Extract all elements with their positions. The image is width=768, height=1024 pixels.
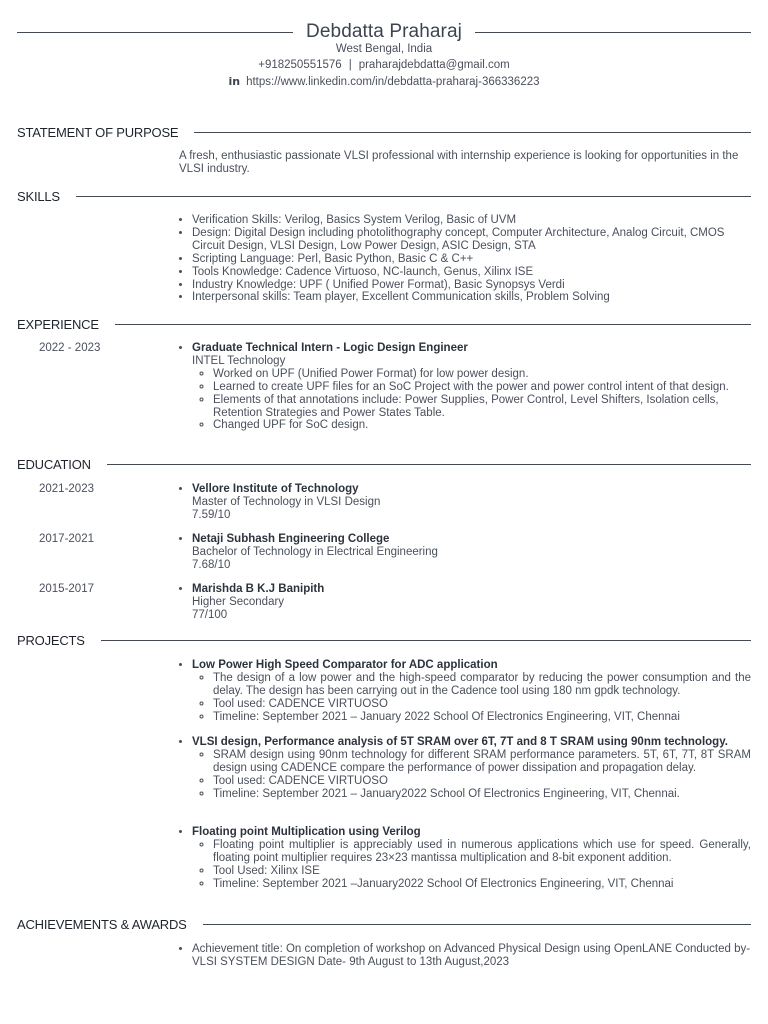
section-title: STATEMENT OF PURPOSE <box>17 124 179 140</box>
section-rule <box>203 924 751 925</box>
project-list <box>179 659 751 724</box>
education-score: 77/100 <box>192 608 228 621</box>
project-list <box>179 736 751 801</box>
education-item <box>192 483 751 522</box>
experience-company: INTEL Technology <box>192 354 286 367</box>
project-details <box>192 672 751 724</box>
project-item <box>192 659 751 724</box>
project-item <box>192 826 751 891</box>
education-degree: Master of Technology in VLSI Design <box>192 495 381 508</box>
candidate-name: Debdatta Praharaj <box>306 21 462 42</box>
section-title: EXPERIENCE <box>17 316 99 332</box>
linkedin-link[interactable]: https://www.linkedin.com/in/debdatta-praharaj-366336223 <box>246 76 540 88</box>
section-rule <box>107 464 751 465</box>
project-timeline: ◦ Timeline: September 2021 – January 2022 School Of Electronics Engineering, VIT, Chennai <box>213 711 751 724</box>
skill-item: • Interpersonal skills: Team player, Excellent Communication skills, Problem Solving <box>192 291 751 304</box>
header-rule-left <box>17 32 293 33</box>
education-entry <box>179 533 751 572</box>
project-title: • VLSI design, Performance analysis of 5T SRAM over 6T, 7T and 8 T SRAM using 90nm technology. <box>192 736 728 748</box>
education-list <box>179 583 751 622</box>
project-tool: ◦ Tool used: CADENCE VIRTUOSO <box>213 775 751 788</box>
project-entry <box>179 659 751 724</box>
education-entry <box>179 583 751 622</box>
experience-list <box>179 342 751 432</box>
skill-item: • Scripting Language: Perl, Basic Python, Basic C & C++ <box>192 253 751 266</box>
contact-separator: | <box>348 59 352 71</box>
section-statement-of-purpose <box>17 124 751 140</box>
section-projects <box>17 632 751 648</box>
education-score: 7.59/10 <box>192 508 231 521</box>
achievement-item: • Achievement title: On completion of workshop on Advanced Physical Design using OpenLANE Conducted by- VLSI SYSTEM DESIGN Date- 9th August to 13th August,2023 <box>192 943 751 969</box>
email-link[interactable]: praharajdebdatta@gmail.com <box>358 59 510 71</box>
project-entry <box>179 826 751 891</box>
project-title: • Low Power High Speed Comparator for ADC application <box>192 659 498 671</box>
section-title: PROJECTS <box>17 632 85 648</box>
experience-date: 2022 - 2023 <box>39 342 101 354</box>
skills-list <box>179 214 751 304</box>
section-achievements <box>17 916 751 932</box>
education-degree: Higher Secondary <box>192 595 285 608</box>
education-item <box>192 533 751 572</box>
project-timeline: ◦ Timeline: September 2021 –January2022 School Of Electronics Engineering, VIT, Chennai <box>213 878 751 891</box>
project-list <box>179 826 751 891</box>
location: West Bengal, India <box>335 43 433 55</box>
section-education <box>17 456 751 472</box>
section-experience <box>17 316 751 332</box>
skill-item: • Tools Knowledge: Cadence Virtuoso, NC-launch, Genus, Xilinx ISE <box>192 266 751 279</box>
project-title: • Floating point Multiplication using Verilog <box>192 826 421 838</box>
education-list <box>179 483 751 522</box>
education-date: 2017-2021 <box>39 533 94 545</box>
experience-point: ◦ Worked on UPF (Unified Power Format) for low power design. <box>213 368 751 381</box>
experience-point: ◦ Learned to create UPF files for an SoC Project with the power and power control intent of that design. <box>213 381 751 394</box>
project-tool: ◦ Tool Used: Xilinx ISE <box>213 865 751 878</box>
linkedin-line <box>0 75 768 88</box>
education-school: • Netaji Subhash Engineering College <box>192 533 390 545</box>
education-date: 2015-2017 <box>39 583 94 595</box>
project-description: ◦ SRAM design using 90nm technology for different SRAM performance parameters. 5T, 6T, 7T, 8T SRAM design using CADENCE compare the performance of power dissipation and propagation delay. <box>213 749 751 775</box>
section-title: SKILLS <box>17 188 60 204</box>
achievements-block <box>179 943 751 969</box>
section-rule <box>194 132 751 133</box>
section-rule <box>115 324 751 325</box>
education-school: • Marishda B K.J Banipith <box>192 583 325 595</box>
education-date: 2021-2023 <box>39 483 94 495</box>
section-rule <box>76 196 751 197</box>
project-tool: ◦ Tool used: CADENCE VIRTUOSO <box>213 698 751 711</box>
section-skills <box>17 188 751 204</box>
education-item <box>192 583 751 622</box>
project-details <box>192 749 751 801</box>
project-item <box>192 736 751 801</box>
education-school: • Vellore Institute of Technology <box>192 483 359 495</box>
statement-text: A fresh, enthusiastic passionate VLSI professional with internship experience is looking for opportunities in the VLSI industry. <box>179 150 739 175</box>
linkedin-icon: in <box>228 75 241 88</box>
education-degree: Bachelor of Technology in Electrical Engineering <box>192 545 438 558</box>
section-rule <box>101 640 751 641</box>
project-description: ◦ Floating point multiplier is appreciably used in numerous applications which use for speed. Generally, floating point multiplier requires 23×23 mantissa multiplication and 8-bit exponent addition. <box>213 839 751 865</box>
education-list <box>179 533 751 572</box>
experience-point: ◦ Elements of that annotations include: Power Supplies, Power Control, Level Shifters, Isolation cells, Retention Strategies and Power States Table. <box>213 394 751 420</box>
section-title: ACHIEVEMENTS & AWARDS <box>17 916 187 932</box>
section-title: EDUCATION <box>17 456 91 472</box>
skills-block <box>179 214 751 304</box>
experience-block <box>179 342 751 432</box>
experience-role: • Graduate Technical Intern - Logic Design Engineer <box>192 342 468 354</box>
project-description: ◦ The design of a low power and the high-speed comparator by reducing the power consumption and the delay. The design has been carrying out in the Cadence tool using 180 nm gpdk technology. <box>213 672 751 698</box>
achievements-list <box>179 943 751 969</box>
education-entry <box>179 483 751 522</box>
contact-line <box>0 59 768 71</box>
skill-item: • Verification Skills: Verilog, Basics System Verilog, Basic of UVM <box>192 214 751 227</box>
skill-item: • Design: Digital Design including photolithography concept, Computer Architecture, Analog Circuit, CMOS Circuit Design, VLSI Design, Low Power Design, ASIC Design, STA <box>192 227 751 253</box>
experience-points <box>192 368 751 433</box>
project-entry <box>179 736 751 801</box>
education-score: 7.68/10 <box>192 558 231 571</box>
experience-point: ◦ Changed UPF for SoC design. <box>213 419 751 432</box>
project-details <box>192 839 751 891</box>
experience-item <box>192 342 751 432</box>
name-header <box>17 20 751 44</box>
phone-number: +918250551576 <box>258 59 342 71</box>
header-rule-right <box>475 32 751 33</box>
project-timeline: ◦ Timeline: September 2021 – January2022 School Of Electronics Engineering, VIT, Chennai. <box>213 788 751 801</box>
skill-item: • Industry Knowledge: UPF ( Unified Power Format), Basic Synopsys Verdi <box>192 279 751 292</box>
